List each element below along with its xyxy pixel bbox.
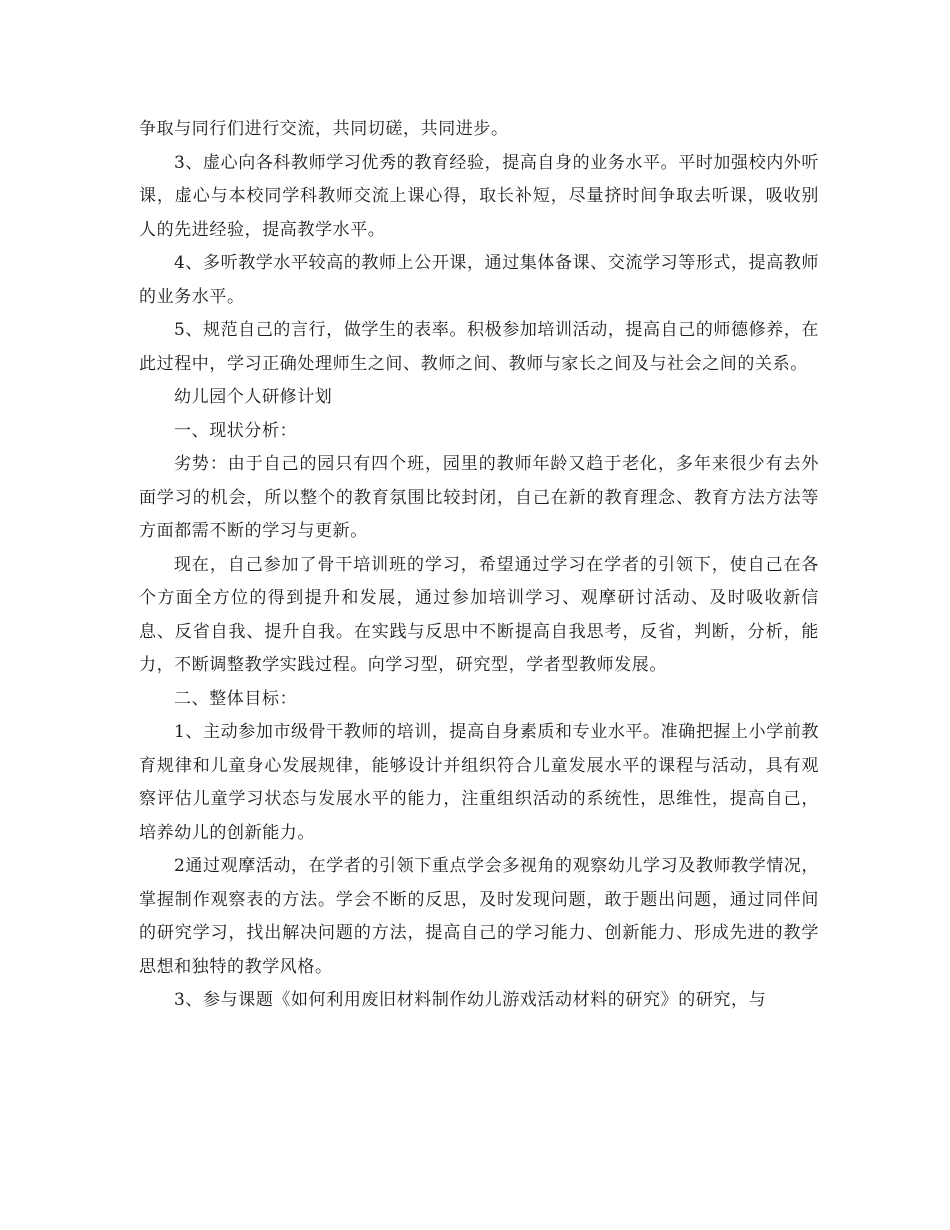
paragraph-weakness: 劣势：由于自己的园只有四个班，园里的教师年龄又趋于老化，多年来很少有去外面学习的机会，所以整个的教育氛围比较封闭，自己在新的教育理念、教育方法方法等方面都需不断的学习与更新。 — [139, 454, 819, 541]
paragraph-4: 5、规范自己的言行，做学生的表率。积极参加培训活动，提高自己的师德修养，在此过程中，学习正确处理师生之间、教师之间、教师与家长之间及与社会之间的关系。 — [139, 320, 820, 374]
paragraph-1: 争取与同行们进行交流，共同切磋，共同进步。 — [139, 119, 509, 139]
document-body — [139, 113, 819, 1018]
heading-status-analysis: 一、现状分析： — [174, 420, 298, 441]
paragraph-3: 4、多听教学水平较高的教师上公开课，通过集体备课、交流学习等形式，提高教师的业务水平。 — [139, 253, 820, 307]
paragraph-goal-1: 1、主动参加市级骨干教师的培训，提高自身素质和专业水平。准确把握上小学前教育规律和儿童身心发展规律，能够设计并组织符合儿童发展水平的课程与活动，具有观察评估儿童学习状态与发展水平的能力，注重组织活动的系统性，思维性，提高自己，培养幼儿的创新能力。 — [139, 722, 820, 843]
paragraph-goal-2: 2通过观摩活动，在学者的引领下重点学会多视角的观察幼儿学习及教师教学情况，掌握制作观察表的方法。学会不断的反思，及时发现问题，敢于题出问题，通过同伴间的研究学习，找出解决问题的方法，提高自己的学习能力、创新能力、形成先进的教学思想和独特的教学风格。 — [139, 856, 820, 977]
paragraph-goal-3: 3、参与课题《如何利用废旧材料制作幼儿游戏活动材料的研究》的研究，与 — [174, 990, 767, 1010]
paragraph-current: 现在，自己参加了骨干培训班的学习，希望通过学习在学者的引领下，使自己在各个方面全方位的得到提升和发展，通过参加培训学习、观摩研讨活动、及时吸收新信息、反省自我、提升自我。在实践与反思中不断提高自我思考，反省，判断，分析，能力，不断调整教学实践过程。向学习型，研究型，学者型教师发展。 — [139, 554, 819, 675]
section-title: 幼儿园个人研修计划 — [174, 387, 333, 407]
heading-overall-goals: 二、整体目标： — [174, 688, 298, 709]
paragraph-2: 3、虚心向各科教师学习优秀的教育经验，提高自身的业务水平。平时加强校内外听课，虚心与本校同学科教师交流上课心得，取长补短，尽量挤时间争取去听课，吸收别人的先进经验，提高教学水平。 — [139, 152, 820, 240]
